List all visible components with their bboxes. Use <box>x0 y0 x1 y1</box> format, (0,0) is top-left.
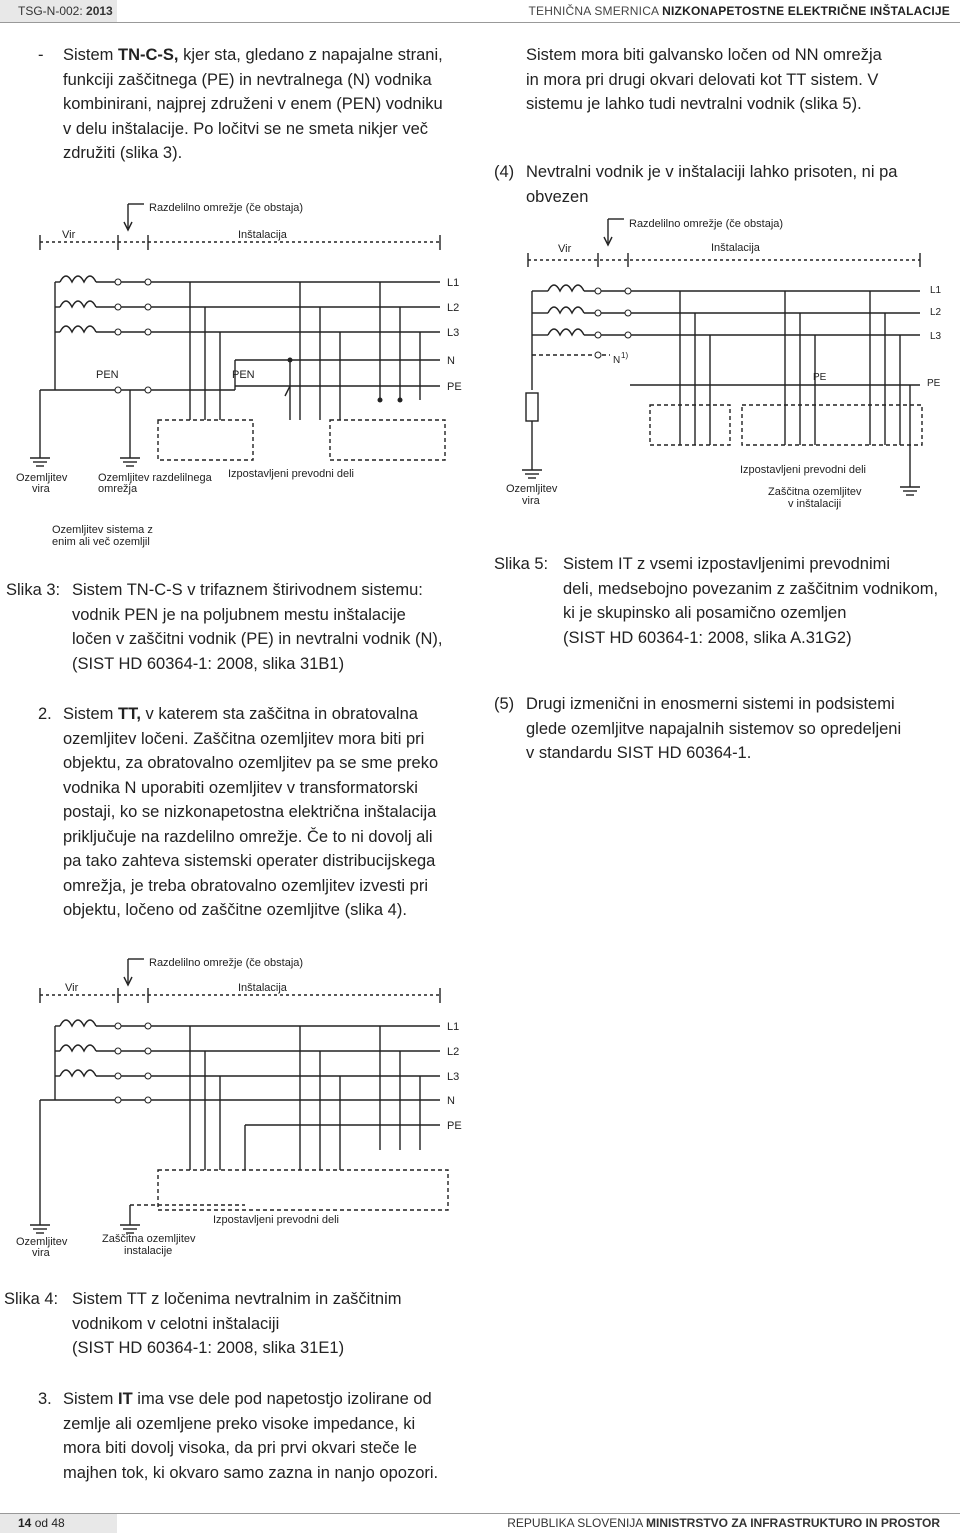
label-n-note-sup: 1) <box>621 351 629 360</box>
guideline-name: NIZKONAPETOSTNE ELEKTRIČNE INŠTALACIJE <box>662 4 950 18</box>
text-line: postaji, ko se nizkonapetostna električna inštalacija <box>63 803 437 821</box>
footer-publisher <box>507 1514 940 1533</box>
text-line: omrežja, je treba obratovalno ozemljitev izvesti pri <box>63 876 428 895</box>
label-inst-earth-2: instalacije <box>124 1245 173 1257</box>
doc-id <box>0 0 117 22</box>
text-line: kombinirani, najprej združeni v enem (PEN) vodniku <box>63 95 443 113</box>
caption-line: deli, medsebojno povezanim z zaščitnim vodnikom, <box>563 579 939 598</box>
it-continuation <box>526 43 958 117</box>
label-source: Vir <box>62 229 76 241</box>
label-dist-net: Razdelilno omrežje (če obstaja) <box>149 957 304 969</box>
label-l2: L2 <box>447 1046 460 1058</box>
label-inst-earth-it-2: v inštalaciji <box>788 498 842 510</box>
label-source-earth: Ozemljitev <box>16 1236 68 1248</box>
label-exposed-parts: Izpostavljeni prevodni deli <box>740 464 866 476</box>
label-installation: Inštalacija <box>238 982 287 994</box>
text-line: objektu, za obratovalno ozemljitev pa se sme preko <box>63 754 439 772</box>
label-dist-net: Razdelilno omrežje (če obstaja) <box>629 218 784 230</box>
text-line: obvezen <box>526 187 589 206</box>
figure-5-caption <box>494 552 960 652</box>
text-line: združiti (slika 3). <box>63 144 183 162</box>
system-name: TT, <box>118 705 141 723</box>
text-span: Sistem <box>63 46 114 64</box>
text-line: Drugi izmenični in enosmerni sistemi in podsistemi <box>526 695 895 713</box>
text-line: sistemu je lahko tudi nevtralni vodnik (slika 5). <box>526 95 862 113</box>
label-source-earth: Ozemljitev <box>506 483 558 495</box>
text-line: mora biti dovolj visoka, da pri prvi okvari steče le <box>63 1439 417 1457</box>
text-line: Sistem mora biti galvansko ločen od NN omrežja <box>526 46 882 64</box>
label-pen-2: PEN <box>232 369 255 381</box>
text-span: Sistem <box>63 705 114 723</box>
caption-line: vodnikom v celotni inštalaciji <box>72 1314 280 1333</box>
figure-5-diagram <box>480 205 960 520</box>
page-current: 14 <box>18 1516 32 1530</box>
ministry-name: MINISTRSTVO ZA INFRASTRUKTURO IN PROSTOR <box>646 1516 940 1530</box>
label-pen-1: PEN <box>96 369 119 381</box>
label-system-earth-2: enim ali več ozemljil <box>52 536 150 548</box>
label-l2: L2 <box>930 307 942 318</box>
caption-line: vodnik PEN je na poljubnem mestu inštalacije <box>72 605 406 624</box>
label-source-earth-2: vira <box>522 495 540 507</box>
label-pe: PE <box>447 1120 462 1132</box>
label-l3: L3 <box>447 327 460 339</box>
system-name: TN-C-S, <box>118 46 179 64</box>
label-pe: PE <box>447 381 462 393</box>
text-line: ozemljitev ločeni. Zaščitna ozemljitev mora biti pri <box>63 729 425 748</box>
text-line: objektu, ločeno od zaščitne ozemljitve (slika 4). <box>63 901 407 919</box>
page-total: od 48 <box>34 1516 65 1530</box>
label-exposed-parts: Izpostavljeni prevodni deli <box>213 1214 339 1226</box>
label-l3: L3 <box>930 331 942 342</box>
paragraph-number: (5) <box>494 695 515 713</box>
label-n: N <box>447 355 455 367</box>
text-line: kjer sta, gledano z napajalne strani, <box>183 46 443 64</box>
text-line: v standardu SIST HD 60364-1. <box>526 744 752 762</box>
republic-name: REPUBLIKA SLOVENIJA <box>507 1516 643 1530</box>
text-line: v katerem sta zaščitna in obratovalna <box>145 705 418 723</box>
doc-code: TSG-N-002: <box>18 4 83 18</box>
label-l1: L1 <box>930 285 942 296</box>
text-span: Sistem <box>63 1390 114 1408</box>
label-source: Vir <box>65 982 79 994</box>
header-rule <box>0 22 960 23</box>
text-line: funkciji zaščitnega (PE) in nevtralnega (N) vodnika <box>63 70 432 89</box>
label-l3: L3 <box>447 1071 460 1083</box>
label-l1: L1 <box>447 1021 460 1033</box>
text-line: in mora pri drugi okvari delovati kot TT sistem. V <box>526 70 879 89</box>
text-line: vodnika N uporabiti ozemljitev v transformatorski <box>63 778 418 797</box>
figure-4-diagram <box>0 945 480 1265</box>
caption-line: (SIST HD 60364-1: 2008, slika 31E1) <box>72 1339 345 1357</box>
label-exposed-parts: Izpostavljeni prevodni deli <box>228 468 354 480</box>
text-line: Nevtralni vodnik je v inštalaciji lahko prisoten, ni pa <box>526 163 898 181</box>
paragraph-number: (4) <box>494 163 515 181</box>
label-dist-earth-2: omrežja <box>98 483 138 495</box>
guideline-prefix: TEHNIČNA SMERNICA <box>528 4 659 18</box>
caption-line: Sistem TT z ločenima nevtralnim in zaščitnim <box>72 1290 402 1308</box>
caption-label: Slika 4: <box>4 1290 59 1308</box>
label-source-earth-2: vira <box>32 1247 50 1259</box>
caption-label: Slika 3: <box>6 581 61 599</box>
guideline-title <box>529 0 950 22</box>
list-number: 3. <box>38 1390 52 1408</box>
caption-line: ki je skupinsko ali posamično ozemljen <box>563 604 847 622</box>
label-inst-earth-it: Zaščitna ozemljitev <box>768 486 862 498</box>
label-installation: Inštalacija <box>238 229 287 241</box>
label-source-earth: Ozemljitev <box>16 472 68 484</box>
label-installation: Inštalacija <box>711 242 760 254</box>
label-l1: L1 <box>447 277 460 289</box>
label-inst-earth: Zaščitna ozemljitev <box>102 1233 196 1245</box>
text-line: priključuje na razdelilno omrežje. Če to ni dovolj ali <box>63 827 433 846</box>
label-dist-earth: Ozemljitev razdelilnega <box>98 472 212 484</box>
page-number <box>0 1514 117 1533</box>
list-dash: - <box>38 46 44 64</box>
label-pe: PE <box>927 378 941 389</box>
figure-3-diagram <box>0 190 480 555</box>
label-dist-net: Razdelilno omrežje (če obstaja) <box>149 202 304 214</box>
caption-line: (SIST HD 60364-1: 2008, slika A.31G2) <box>563 628 852 647</box>
text-line: majhen tok, ki okvaro samo zazna in nanjo opozori. <box>63 1463 439 1482</box>
label-n: N <box>447 1095 455 1107</box>
doc-year: 2013 <box>86 4 113 18</box>
system-name: IT <box>118 1390 133 1408</box>
list-number: 2. <box>38 705 52 723</box>
text-line: v delu inštalacije. Po ločitvi se ne smeta nikjer več <box>63 119 428 138</box>
text-line: zemlje ali ozemljene preko visoke impedance, ki <box>63 1414 416 1433</box>
caption-line: Sistem IT z vsemi izpostavljenimi prevodnimi <box>563 555 891 573</box>
label-system-earth: Ozemljitev sistema z <box>52 524 153 536</box>
text-line: glede ozemljitve napajalnih sistemov so opredeljeni <box>526 719 902 738</box>
label-pe-inline: PE <box>813 372 827 383</box>
text-line: ima vse dele pod napetostjo izolirane od <box>137 1390 432 1408</box>
text-line: pa tako zahteva sistemski operater distribucijskega <box>63 852 436 870</box>
label-source: Vir <box>558 243 572 255</box>
label-n-note: N <box>613 355 621 366</box>
caption-line: Sistem TN-C-S v trifaznem štirivodnem sistemu: <box>72 581 423 599</box>
caption-line: ločen v zaščitni vodnik (PE) in nevtralni vodnik (N), <box>72 630 443 648</box>
caption-label: Slika 5: <box>494 555 549 573</box>
figure-4-caption <box>4 1287 474 1362</box>
caption-line: (SIST HD 60364-1: 2008, slika 31B1) <box>72 654 345 673</box>
label-l2: L2 <box>447 302 460 314</box>
figure-3-caption <box>6 578 476 678</box>
label-source-earth-2: vira <box>32 483 50 495</box>
